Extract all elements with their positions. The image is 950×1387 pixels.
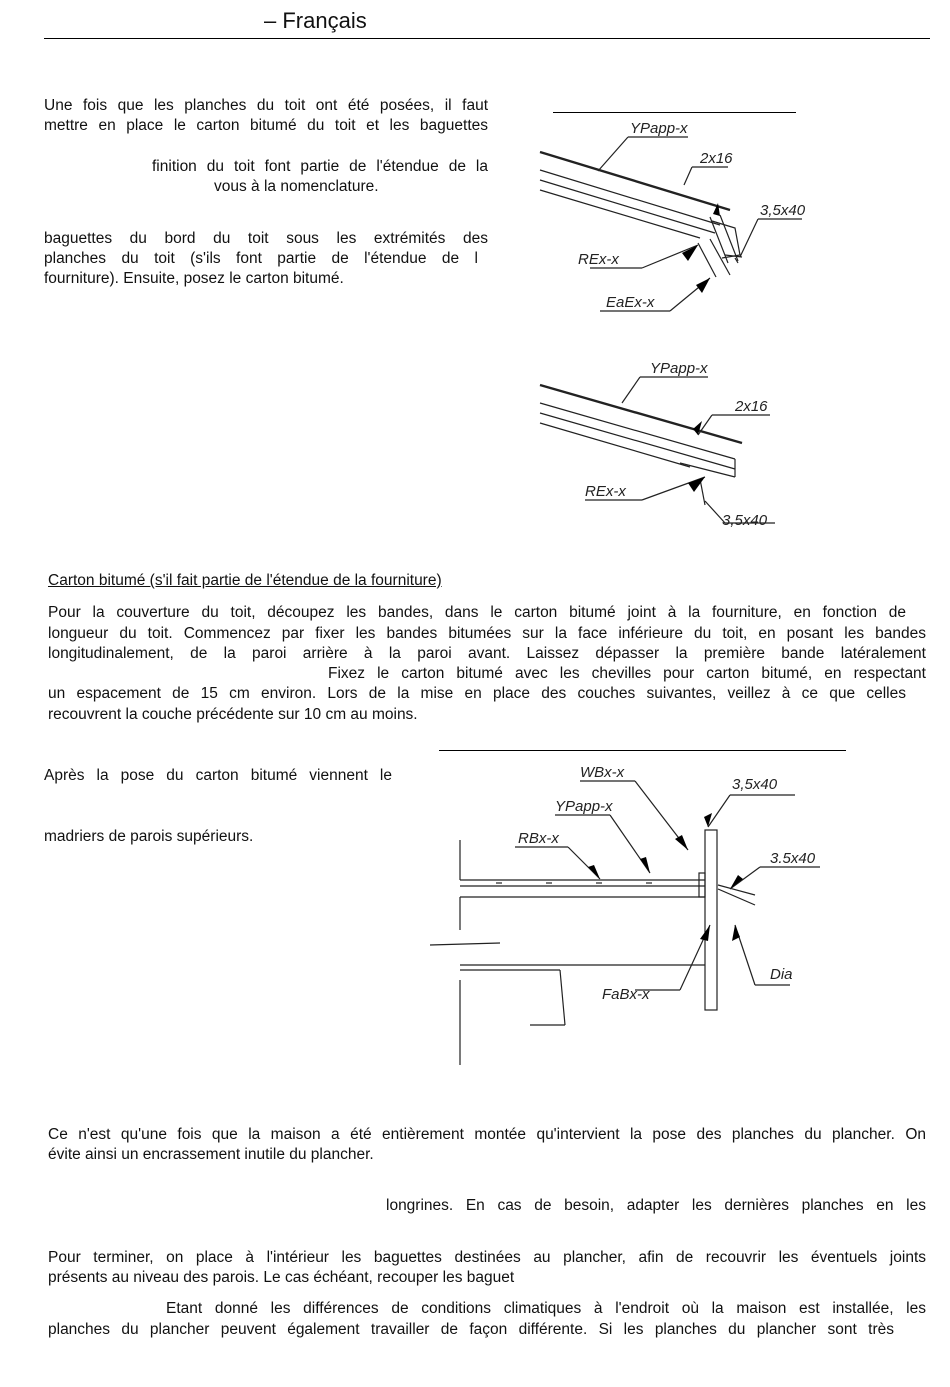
page-header: – Français [264, 8, 367, 33]
diagram1-label-rex: REx-x [578, 251, 619, 268]
roof-p2-line1: finition du toit font partie de l'étendue de la [152, 158, 488, 175]
diagram1-label-2x16: 2x16 [700, 150, 733, 167]
diagram3-caption-rule [439, 750, 846, 751]
floor-p3-line2: présents au niveau des parois. Le cas échéant, recouper les baguet [48, 1269, 515, 1286]
diagram3-label-dia: Dia [770, 966, 793, 983]
diagram1-label-eaex: EaEx-x [606, 294, 655, 311]
roof-p3-line2: planches du toit (s'ils font partie de l'étendue de l [44, 250, 478, 267]
diagram3-label-rbx: RBx-x [518, 830, 559, 847]
roof-edge-diagram-2 [530, 355, 820, 535]
diagram3-label-fabx: FaBx-x [602, 986, 650, 1003]
roof-p2-line2: vous à la nomenclature. [214, 178, 379, 195]
header-rule [44, 38, 930, 39]
felt-line2: longueur du toit. Commencez par fixer les bandes bitumées sur la face inférieure du toit, en posant les bandes [48, 625, 926, 642]
diagram3-label-ypapp: YPapp-x [555, 798, 613, 815]
floor-p1-line2: évite ainsi un encrassement inutile du plancher. [48, 1146, 374, 1163]
diagram3-label-wbx: WBx-x [580, 764, 625, 781]
diagram1-caption-rule [553, 112, 796, 113]
floor-p3-line1: Pour terminer, on place à l'intérieur les baguettes destinées au plancher, afin de recouvrir les éventuels joints [48, 1249, 926, 1266]
after-line1: Après la pose du carton bitumé viennent le [44, 767, 392, 784]
roof-p3-line3: fourniture). Ensuite, posez le carton bitumé. [44, 270, 344, 287]
roof-p3-line1: baguettes du bord du toit sous les extrémités des [44, 230, 488, 247]
diagram2-label-ypapp: YPapp-x [650, 360, 708, 377]
floor-p2-line1: longrines. En cas de besoin, adapter les dernières planches en les [386, 1197, 926, 1214]
diagram1-label-ypapp: YPapp-x [630, 120, 688, 137]
roof-edge-diagram-1 [530, 115, 820, 325]
diagram3-label-3-5x40-right: 3.5x40 [770, 850, 816, 867]
felt-line6: recouvrent la couche précédente sur 10 cm au moins. [48, 706, 418, 723]
after-line2: madriers de parois supérieurs. [44, 828, 254, 845]
felt-line4: Fixez le carton bitumé avec les chevilles pour carton bitumé, en respectant [328, 665, 926, 682]
felt-heading: Carton bitumé (s'il fait partie de l'étendue de la fourniture) [48, 572, 442, 589]
floor-p4-line1: Etant donné les différences de conditions climatiques à l'endroit où la maison est installée, les [166, 1300, 926, 1317]
diagram2-label-rex: REx-x [585, 483, 626, 500]
roof-p1-line1: Une fois que les planches du toit ont été posées, il faut [44, 97, 488, 114]
diagram3-label-3-5x40-top: 3,5x40 [732, 776, 778, 793]
felt-line5: un espacement de 15 cm environ. Lors de la mise en place des couches suivantes, veillez à ce que celles [48, 685, 906, 702]
felt-line1: Pour la couverture du toit, découpez les bandes, dans le carton bitumé joint à la fourniture, en fonction de [48, 604, 906, 621]
roof-p1-line2: mettre en place le carton bitumé du toit et les baguettes [44, 117, 488, 134]
wall-edge-diagram [420, 755, 850, 1075]
felt-line3: longitudinalement, de la paroi arrière à la paroi avant. Laissez dépasser la première bande latéralement [48, 645, 926, 662]
diagram1-label-3-5x40: 3,5x40 [760, 202, 806, 219]
diagram2-label-2x16: 2x16 [735, 398, 768, 415]
diagram2-label-3-5x40: 3,5x40 [722, 512, 768, 529]
floor-p4-line2: planches du plancher peuvent également travailler de façon différente. Si les planches du plancher sont très [48, 1321, 894, 1338]
floor-p1-line1: Ce n'est qu'une fois que la maison a été entièrement montée qu'intervient la pose des planches du plancher. On [48, 1126, 926, 1143]
